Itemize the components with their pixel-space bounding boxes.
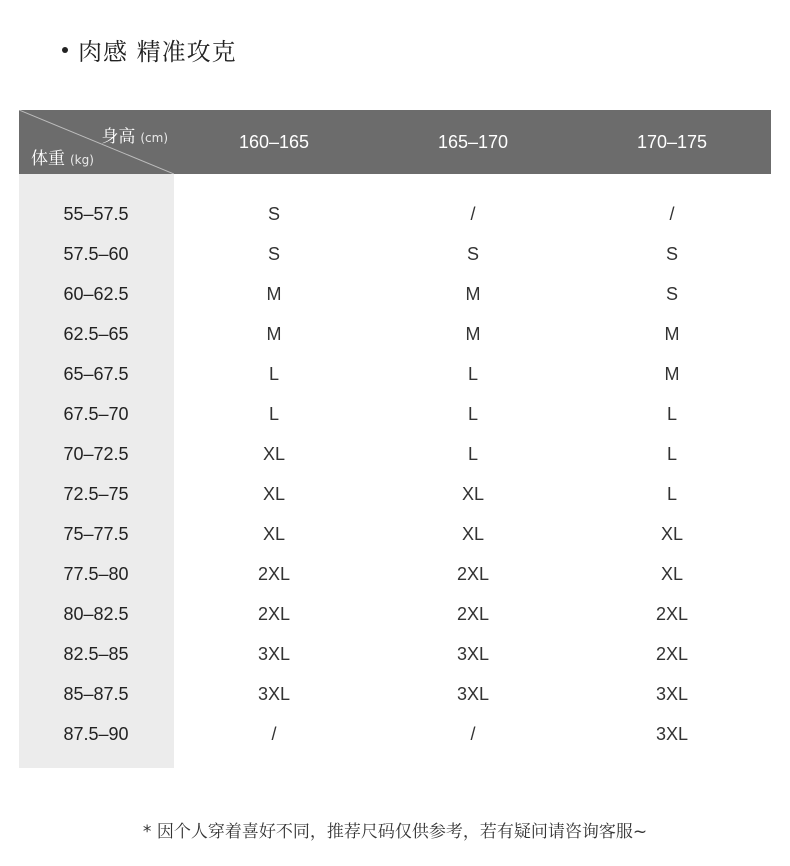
table-row <box>19 234 771 274</box>
size-cell: 3XL <box>456 684 490 704</box>
page-title <box>62 32 237 67</box>
weight-cell: 55–57.5 <box>63 204 129 224</box>
size-cell: M <box>266 284 282 304</box>
table-header <box>19 110 771 174</box>
size-cell: M <box>664 324 680 344</box>
table-row <box>19 274 771 314</box>
size-cell: XL <box>262 524 286 544</box>
size-cell: 2XL <box>456 564 490 584</box>
weight-cell: 67.5–70 <box>63 404 129 424</box>
table-row <box>19 514 771 554</box>
weight-cell: 85–87.5 <box>63 684 129 704</box>
size-cell: S <box>267 244 280 264</box>
size-cell: S <box>267 204 280 224</box>
table-row <box>19 674 771 714</box>
table-row <box>19 474 771 514</box>
size-cell: L <box>666 444 677 464</box>
size-cell: XL <box>262 444 286 464</box>
size-cell: 3XL <box>257 684 291 704</box>
size-cell: M <box>465 324 481 344</box>
size-cell: / <box>470 724 476 744</box>
size-cell: XL <box>262 484 286 504</box>
weight-cell: 60–62.5 <box>63 284 129 304</box>
title-text: 肉感 精准攻克 <box>78 38 237 66</box>
weight-cell: 75–77.5 <box>63 524 129 544</box>
size-cell: M <box>465 284 481 304</box>
size-cell: 3XL <box>655 724 689 744</box>
table-row <box>19 434 771 474</box>
weight-cell: 72.5–75 <box>63 484 129 504</box>
size-cell: 3XL <box>655 684 689 704</box>
weight-cell: 57.5–60 <box>63 244 129 264</box>
table-row <box>19 314 771 354</box>
size-cell: S <box>665 284 678 304</box>
size-cell: 2XL <box>456 604 490 624</box>
table-body <box>19 174 771 768</box>
header-corner-cell <box>19 110 174 174</box>
bullet-icon <box>62 47 68 53</box>
size-cell: L <box>467 444 478 464</box>
size-cell: / <box>470 204 476 224</box>
table-row <box>19 554 771 594</box>
size-cell: 2XL <box>655 604 689 624</box>
table-row <box>19 714 771 754</box>
weight-cell: 77.5–80 <box>63 564 129 584</box>
size-cell: L <box>467 364 478 384</box>
weight-cell: 87.5–90 <box>63 724 129 744</box>
size-cell: / <box>669 204 675 224</box>
column-header-height-1: 160–165 <box>238 132 310 152</box>
size-cell: S <box>466 244 479 264</box>
size-cell: M <box>266 324 282 344</box>
size-cell: 2XL <box>257 604 291 624</box>
size-cell: XL <box>461 524 485 544</box>
column-header-height-3: 170–175 <box>636 132 708 152</box>
size-cell: L <box>467 404 478 424</box>
size-cell: 3XL <box>257 644 291 664</box>
table-row <box>19 634 771 674</box>
size-cell: 2XL <box>257 564 291 584</box>
size-cell: XL <box>461 484 485 504</box>
size-chart-table <box>19 110 771 768</box>
column-header-height-2: 165–170 <box>437 132 509 152</box>
table-row <box>19 354 771 394</box>
size-cell: L <box>666 404 677 424</box>
table-row <box>19 394 771 434</box>
weight-axis-label: 体重 (kg) <box>31 149 94 169</box>
weight-cell: 62.5–65 <box>63 324 129 344</box>
height-axis-label: 身高 (cm) <box>101 127 168 147</box>
weight-cell: 82.5–85 <box>63 644 129 664</box>
size-cell: 3XL <box>456 644 490 664</box>
size-cell: 2XL <box>655 644 689 664</box>
size-cell: L <box>268 364 279 384</box>
table-row <box>19 594 771 634</box>
size-cell: M <box>664 364 680 384</box>
table-row <box>19 194 771 234</box>
weight-cell: 70–72.5 <box>63 444 129 464</box>
size-cell: S <box>665 244 678 264</box>
weight-cell: 65–67.5 <box>63 364 129 384</box>
size-cell: / <box>271 724 277 744</box>
size-cell: XL <box>660 564 684 584</box>
size-cell: L <box>666 484 677 504</box>
weight-cell: 80–82.5 <box>63 604 129 624</box>
size-cell: XL <box>660 524 684 544</box>
size-cell: L <box>268 404 279 424</box>
footnote: * 因个人穿着喜好不同，推荐尺码仅供参考，若有疑问请咨询客服~ <box>142 822 648 842</box>
